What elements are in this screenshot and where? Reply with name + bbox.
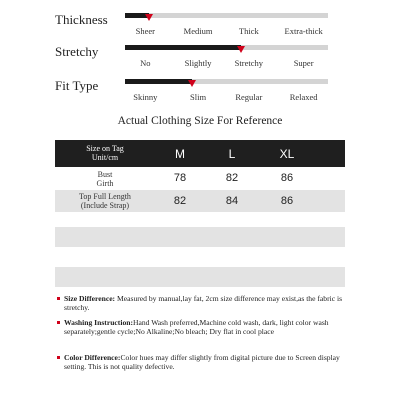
size-header-l: L	[228, 147, 236, 161]
scale-option-label: Thick	[238, 26, 259, 36]
scale-bar	[125, 79, 328, 84]
table-cell: 82	[173, 195, 187, 207]
bullet-icon	[57, 356, 60, 359]
scale-option-label: Slightly	[184, 58, 212, 68]
row-label-length: Top Full Length (Include Strap)	[79, 192, 131, 210]
empty-table-row	[55, 227, 345, 247]
table-cell: 78	[173, 172, 187, 184]
scale-fill	[125, 79, 192, 84]
scale-option-label: No	[140, 58, 151, 68]
scale-option-label: Slim	[190, 92, 207, 102]
scale-option-label: Super	[293, 58, 314, 68]
level-marker-icon	[188, 80, 196, 87]
scale-option-label: Relaxed	[289, 92, 318, 102]
level-marker-icon	[145, 14, 153, 21]
scale-option-label: Skinny	[133, 92, 158, 102]
size-table	[55, 140, 345, 212]
bullet-icon	[57, 297, 60, 300]
scale-option-label: Medium	[183, 26, 213, 36]
size-unit-label: Size on Tag Unit/cm	[86, 144, 124, 162]
empty-table-row	[55, 267, 345, 287]
scale-option-label: Stretchy	[234, 58, 263, 68]
scale-bar	[125, 13, 328, 18]
scale-bar	[125, 45, 328, 50]
attribute-label: Fit Type	[55, 78, 99, 93]
note-color-difference: Color Difference:Color hues may differ slightly from digital picture due to Screen display setting. This is not quality defective.	[64, 353, 354, 372]
row-label-bust: Bust Girth	[96, 170, 114, 188]
note-size-difference: Size Difference: Measured by manual,lay fat, 2cm size difference may exist,as the fabric is stretchy.	[64, 294, 354, 313]
table-cell: 82	[225, 172, 239, 184]
size-table-header	[55, 140, 345, 167]
attribute-label: Thickness	[55, 12, 108, 27]
table-cell: 84	[225, 195, 239, 207]
table-cell: 86	[280, 172, 294, 184]
scale-option-label: Sheer	[135, 26, 155, 36]
scale-option-label: Regular	[235, 92, 263, 102]
attribute-label: Stretchy	[55, 44, 99, 59]
level-marker-icon	[237, 46, 245, 53]
scale-fill	[125, 45, 241, 50]
bullet-icon	[57, 321, 60, 324]
note-washing-instruction: Washing Instruction:Hand Wash preferred,Machine cold wash, dark, light color wash separately;gentle cycle;No Alkaline;No bleach; Dry flat in cool place	[64, 318, 354, 337]
table-cell: 86	[280, 195, 294, 207]
size-header-m: M	[175, 147, 185, 161]
table-row	[55, 167, 345, 190]
size-header-xl: XL	[279, 147, 295, 161]
size-section-title: Actual Clothing Size For Reference	[117, 115, 283, 127]
scale-option-label: Extra-thick	[284, 26, 323, 36]
table-row	[55, 190, 345, 212]
